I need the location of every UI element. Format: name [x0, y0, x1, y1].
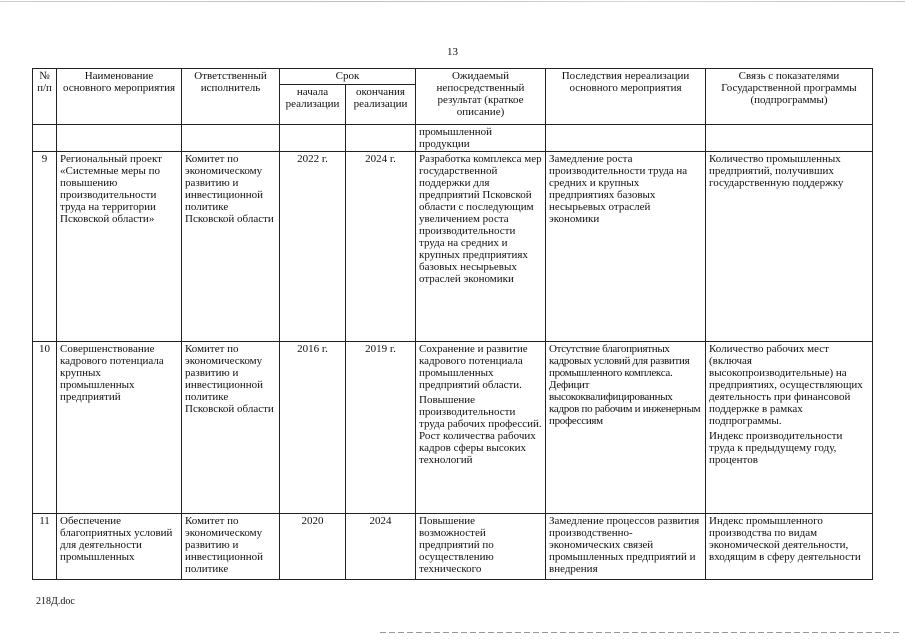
table-row	[33, 125, 873, 152]
row-result-text: Повышение возможностей предприятий по осуществлению технического	[419, 515, 494, 575]
row-responsible: Комитет по экономическому развитию и инвестиционной политике Псковской области	[182, 152, 280, 342]
row-result-text: Повышение производительности труда рабочих профессий. Рост количества рабочих кадров сферы высоких технологий	[419, 394, 542, 466]
row-end: 2019 г.	[346, 342, 416, 514]
table-row	[33, 514, 873, 580]
row-num: 11	[33, 514, 57, 580]
header-end: окончания реализации	[346, 85, 416, 125]
header-start: начала реализации	[280, 85, 346, 125]
row-responsible: Комитет по экономическому развитию и инвестиционной политике Псковской области	[182, 342, 280, 514]
row-result	[416, 152, 546, 342]
row-consequences: Замедление процессов развития производственно-экономических связей промышленных предприятий и внедрения	[546, 514, 706, 580]
row-consequences	[546, 125, 706, 152]
row-start: 2016 г.	[280, 342, 346, 514]
row-name: Обеспечение благоприятных условий для деятельности промышленных	[57, 514, 182, 580]
row-num	[33, 125, 57, 152]
scan-bottom-edge	[380, 632, 900, 633]
row-responsible	[182, 125, 280, 152]
row-link-text: Индекс производительности труда к предыдущему году, процентов	[709, 430, 843, 466]
row-result-text: Сохранение и развитие кадрового потенциала промышленных предприятий области.	[419, 343, 528, 391]
row-link	[706, 514, 873, 580]
page-number: 13	[447, 46, 458, 58]
row-end: 2024	[346, 514, 416, 580]
table-body	[33, 125, 873, 580]
header-consequences: Последствия нереализации основного мероприятия	[546, 69, 706, 125]
row-link-text: Количество рабочих мест (включая высокопроизводительные) на предприятиях, осуществляющих деятельность при финансовой поддержке в рамках подпрограммы.	[709, 343, 863, 427]
table-row	[33, 152, 873, 342]
row-result	[416, 125, 546, 152]
row-result	[416, 514, 546, 580]
row-link	[706, 342, 873, 514]
row-name	[57, 125, 182, 152]
row-start	[280, 125, 346, 152]
row-responsible: Комитет по экономическому развитию и инвестиционной политике	[182, 514, 280, 580]
row-link-text: Количество промышленных предприятий, получивших государственную поддержку	[709, 153, 844, 189]
row-result-text: промышленной продукции	[419, 126, 493, 150]
row-result-text: Разработка комплекса мер государственной поддержки для предприятий Псковской области с последующим увеличением роста производительности труда на средних и крупных предприятиях базовых несырьевых отраслей экономики	[419, 153, 542, 285]
header-responsible: Ответственный исполнитель	[182, 69, 280, 125]
row-start: 2020	[280, 514, 346, 580]
row-link	[706, 152, 873, 342]
table-row	[33, 342, 873, 514]
header-link: Связь с показателями Государственной программы (подпрограммы)	[706, 69, 873, 125]
row-num: 10	[33, 342, 57, 514]
row-result	[416, 342, 546, 514]
row-end	[346, 125, 416, 152]
header-num: № п/п	[33, 69, 57, 125]
header-result: Ожидаемый непосредственный результат (краткое описание)	[416, 69, 546, 125]
row-name: Совершенствование кадрового потенциала крупных промышленных предприятий	[57, 342, 182, 514]
row-num: 9	[33, 152, 57, 342]
footer-file-name: 218Д.doc	[36, 596, 75, 607]
row-link-text: Индекс промышленного производства по видам экономической деятельности, входящим в сферу деятельности	[709, 515, 861, 563]
header-term: Срок	[280, 69, 416, 85]
scan-top-edge	[0, 1, 905, 2]
row-consequences: Отсутствие благоприятных кадровых условий для развития промышленного комплекса. Дефицит высококвалифицированных кадров по рабочим и инженерным профессиям	[546, 342, 706, 514]
header-name: Наименование основного мероприятия	[57, 69, 182, 125]
row-link	[706, 125, 873, 152]
measures-table	[32, 68, 873, 580]
row-consequences: Замедление роста производительности труда на средних и крупных предприятиях базовых несырьевых отраслей экономики	[546, 152, 706, 342]
row-start: 2022 г.	[280, 152, 346, 342]
row-name: Региональный проект «Системные меры по повышению производительности труда на территории Псковской области»	[57, 152, 182, 342]
row-end: 2024 г.	[346, 152, 416, 342]
